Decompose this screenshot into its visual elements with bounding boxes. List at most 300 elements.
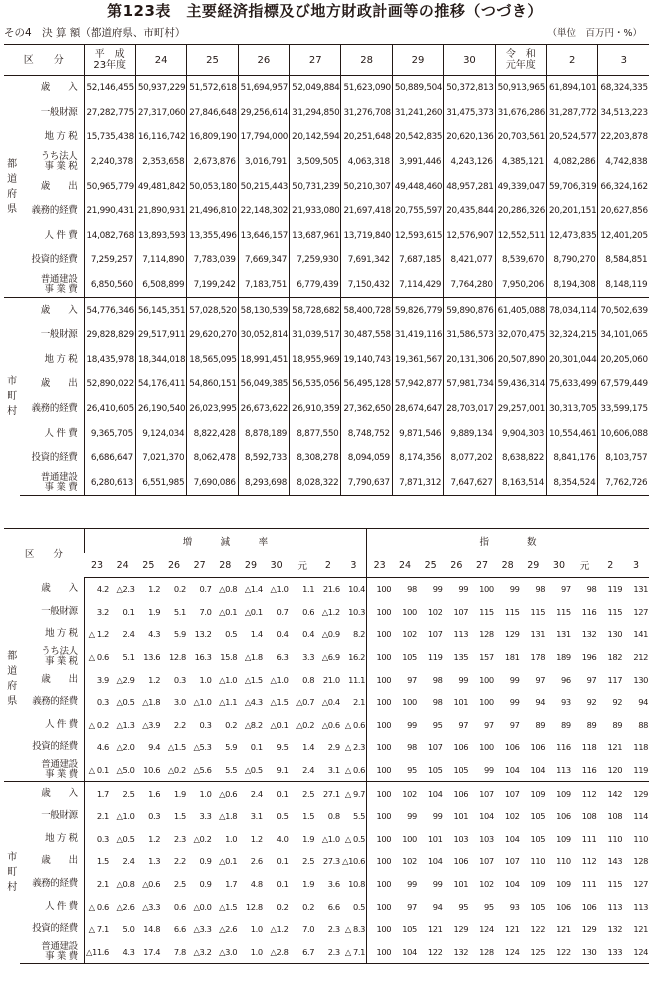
rate-cell: 9.4 bbox=[148, 742, 161, 753]
header-year: 28 bbox=[495, 553, 521, 578]
index-cell: 98 bbox=[407, 584, 417, 595]
index-cell: 100 bbox=[367, 895, 393, 918]
value-cell: 10,606,088 bbox=[598, 421, 649, 446]
rate-cell: △8.2 bbox=[244, 719, 263, 730]
index-cell: 131 bbox=[556, 629, 571, 640]
table-row bbox=[4, 895, 649, 918]
value-cell: 78,034,114 bbox=[547, 298, 598, 323]
rate-cell: △6.9 bbox=[321, 652, 340, 663]
index-cell: 100 bbox=[367, 759, 393, 782]
rate-cell: △0.7 bbox=[296, 697, 315, 708]
header-year: 25 bbox=[187, 45, 238, 76]
index-cell: 100 bbox=[479, 697, 494, 708]
rate-cell: △1.0 bbox=[219, 674, 238, 685]
index-cell: 114 bbox=[633, 811, 648, 822]
index-cell: 99 bbox=[509, 674, 520, 685]
header-year: 2 bbox=[597, 553, 623, 578]
rate-cell: △ 7.1 bbox=[341, 941, 367, 964]
value-cell: 6,280,613 bbox=[84, 471, 135, 496]
value-cell: 7,259,930 bbox=[290, 248, 341, 273]
rate-cell: △1.0 bbox=[270, 584, 289, 595]
value-cell: 8,421,077 bbox=[444, 248, 495, 273]
rate-cell: 6.6 bbox=[327, 901, 340, 912]
index-cell: 109 bbox=[530, 879, 546, 890]
group-label: 市 町 村 bbox=[4, 298, 20, 496]
value-cell: 58,130,539 bbox=[238, 298, 289, 323]
row-label: 人 件 費 bbox=[44, 229, 78, 241]
index-cell: 107 bbox=[504, 856, 520, 867]
index-cell: 99 bbox=[458, 674, 469, 685]
rate-cell: 10.4 bbox=[348, 584, 366, 595]
rate-cell: △5.6 bbox=[193, 765, 212, 776]
row-label: 地 方 税 bbox=[44, 353, 78, 365]
header-year: 令 和 元年度 bbox=[495, 45, 546, 76]
rate-cell: 1.9 bbox=[302, 833, 315, 844]
rate-cell: △0.6 bbox=[212, 782, 238, 805]
index-cell: 121 bbox=[504, 924, 520, 935]
value-cell: 8,077,202 bbox=[444, 446, 495, 471]
value-cell: 75,633,499 bbox=[547, 372, 598, 397]
index-cell: 116 bbox=[581, 765, 597, 776]
rate-cell: 0.6 bbox=[173, 901, 186, 912]
rate-cell: 1.5 bbox=[84, 850, 110, 873]
index-cell: 110 bbox=[633, 833, 648, 844]
rate-cell: △0.2 bbox=[193, 833, 212, 844]
rate-cell: △1.5 bbox=[270, 697, 289, 708]
index-cell: 105 bbox=[530, 901, 546, 912]
table-row bbox=[4, 759, 649, 782]
value-cell: 6,508,899 bbox=[135, 273, 186, 298]
table-row bbox=[4, 623, 649, 646]
index-cell: 100 bbox=[479, 584, 494, 595]
rate-cell: △1.5 bbox=[219, 901, 238, 912]
value-cell: 9,124,034 bbox=[135, 421, 186, 446]
rate-cell: 0.1 bbox=[276, 879, 289, 890]
index-cell: 97 bbox=[561, 584, 571, 595]
table-row bbox=[4, 174, 649, 199]
value-cell: 8,841,176 bbox=[547, 446, 598, 471]
rate-cell: △5.3 bbox=[193, 742, 212, 753]
index-cell: 143 bbox=[607, 856, 623, 867]
value-cell: 8,103,757 bbox=[598, 446, 649, 471]
index-cell: 128 bbox=[633, 856, 648, 867]
header-year: 24 bbox=[392, 553, 418, 578]
table-row bbox=[4, 150, 649, 175]
rate-cell: △ 9.7 bbox=[341, 782, 367, 805]
rate-cell: 1.2 bbox=[148, 584, 161, 595]
row-label: 歳 入 bbox=[20, 298, 84, 323]
rate-cell: △0.6 bbox=[321, 719, 340, 730]
value-cell: 20,142,594 bbox=[290, 125, 341, 150]
value-cell: 4,385,121 bbox=[495, 150, 546, 175]
value-cell: 7,183,751 bbox=[238, 273, 289, 298]
value-cell: 20,703,561 bbox=[495, 125, 546, 150]
index-cell: 129 bbox=[453, 924, 469, 935]
index-cell: 100 bbox=[402, 697, 417, 708]
index-cell: 110 bbox=[556, 856, 571, 867]
index-cell: 109 bbox=[556, 833, 571, 844]
index-cell: 115 bbox=[607, 606, 623, 617]
header-year: 24 bbox=[135, 45, 186, 76]
rate-cell: 4.8 bbox=[250, 879, 263, 890]
index-cell: 181 bbox=[504, 652, 520, 663]
index-cell: 127 bbox=[633, 879, 648, 890]
row-label: 歳 出 bbox=[40, 378, 78, 390]
value-cell: 12,576,907 bbox=[444, 224, 495, 249]
index-cell: 99 bbox=[407, 719, 417, 730]
rate-cell: △5.0 bbox=[116, 765, 135, 776]
rate-cell: △1.8 bbox=[244, 652, 263, 663]
value-cell: 7,150,432 bbox=[341, 273, 392, 298]
table-row bbox=[4, 782, 649, 805]
value-cell: 20,524,577 bbox=[547, 125, 598, 150]
rate-cell: 2.1 bbox=[84, 873, 110, 896]
index-cell: 130 bbox=[572, 941, 598, 964]
value-cell: 7,669,347 bbox=[238, 248, 289, 273]
rate-cell: △2.0 bbox=[116, 742, 135, 753]
subtitle: その4 決 算 額（都道府県、市町村） bbox=[4, 27, 186, 39]
row-label: 一般財源 bbox=[41, 605, 78, 617]
rate-cell: △1.2 bbox=[321, 606, 340, 617]
rate-cell: 1.5 bbox=[302, 811, 315, 822]
rate-cell: 2.5 bbox=[302, 856, 315, 867]
value-cell: 30,052,814 bbox=[238, 323, 289, 348]
index-cell: 98 bbox=[407, 742, 417, 753]
rate-cell: 16.3 bbox=[194, 652, 212, 663]
rate-cell: 1.2 bbox=[250, 833, 263, 844]
index-cell: 99 bbox=[432, 584, 443, 595]
rate-cell: 2.5 bbox=[110, 782, 136, 805]
change-rate-index-table bbox=[4, 528, 649, 964]
rate-cell: 16.2 bbox=[348, 652, 366, 663]
table-row bbox=[4, 199, 649, 224]
index-cell: 92 bbox=[612, 697, 623, 708]
header-year: 25 bbox=[418, 553, 444, 578]
rate-cell: 0.8 bbox=[302, 674, 315, 685]
row-label: 義務的経費 bbox=[31, 403, 78, 415]
header-rate: 増 減 率 bbox=[84, 529, 366, 554]
rate-cell: 3.6 bbox=[327, 879, 340, 890]
header-row-years bbox=[4, 553, 649, 578]
value-cell: 16,116,742 bbox=[135, 125, 186, 150]
index-cell: 100 bbox=[367, 578, 393, 601]
group-label: 都 道 府 県 bbox=[7, 158, 17, 215]
row-label: 普通建設 事 業 費 bbox=[20, 941, 84, 964]
index-cell: 107 bbox=[495, 782, 521, 805]
index-cell: 130 bbox=[633, 674, 648, 685]
table-row bbox=[4, 125, 649, 150]
table-row bbox=[4, 601, 649, 624]
header-year: 元 bbox=[572, 553, 598, 578]
rate-cell: △ 0.6 bbox=[344, 719, 366, 730]
value-cell: 59,436,314 bbox=[495, 372, 546, 397]
index-cell: 102 bbox=[504, 811, 520, 822]
index-cell: 106 bbox=[453, 742, 469, 753]
rate-cell: 1.7 bbox=[225, 879, 238, 890]
value-cell: 32,070,475 bbox=[495, 323, 546, 348]
rate-cell: 2.1 bbox=[84, 805, 110, 828]
rate-cell: 2.3 bbox=[315, 941, 341, 964]
value-cell: 8,194,308 bbox=[547, 273, 598, 298]
index-cell: 100 bbox=[367, 601, 393, 624]
header-kubun: 区 分 bbox=[4, 529, 84, 578]
rate-cell: 0.4 bbox=[302, 629, 315, 640]
header-year: 29 bbox=[520, 553, 546, 578]
index-cell: 115 bbox=[504, 606, 520, 617]
index-cell: 107 bbox=[469, 782, 495, 805]
header-year: 29 bbox=[238, 553, 264, 578]
table-row bbox=[4, 941, 649, 964]
page-title: 第123表 主要経済指標及び地方財政計画等の推移（つづき） bbox=[107, 2, 543, 20]
value-cell: 2,673,876 bbox=[187, 150, 238, 175]
index-cell: 115 bbox=[556, 606, 571, 617]
header-year: 2 bbox=[315, 553, 341, 578]
value-cell: 13,719,840 bbox=[341, 224, 392, 249]
index-cell: 130 bbox=[607, 629, 623, 640]
value-cell: 30,487,558 bbox=[341, 323, 392, 348]
index-cell: 135 bbox=[453, 652, 469, 663]
rate-cell: △3.0 bbox=[212, 941, 238, 964]
index-cell: 100 bbox=[367, 850, 393, 873]
index-cell: 98 bbox=[432, 697, 443, 708]
index-cell: 100 bbox=[367, 691, 393, 714]
rate-cell: △3.2 bbox=[187, 941, 213, 964]
row-label: 義務的経費 bbox=[31, 205, 78, 217]
rate-cell: 3.0 bbox=[173, 697, 186, 708]
rate-cell: △1.4 bbox=[244, 584, 263, 595]
index-cell: 100 bbox=[367, 736, 393, 759]
rate-cell: 1.1 bbox=[302, 584, 315, 595]
rate-cell: 0.1 bbox=[264, 782, 290, 805]
value-cell: 67,579,449 bbox=[598, 372, 649, 397]
index-cell: 132 bbox=[444, 941, 470, 964]
rate-cell: 5.5 bbox=[353, 811, 366, 822]
value-cell: 12,473,835 bbox=[547, 224, 598, 249]
value-cell: 8,094,059 bbox=[341, 446, 392, 471]
index-cell: 119 bbox=[633, 765, 648, 776]
index-cell: 102 bbox=[402, 629, 417, 640]
value-cell: 27,317,060 bbox=[135, 101, 186, 126]
index-cell: 100 bbox=[367, 646, 393, 669]
row-label: 歳 入 bbox=[20, 782, 84, 805]
value-cell: 27,282,775 bbox=[84, 101, 135, 126]
rate-cell: 3.1 bbox=[250, 811, 263, 822]
value-cell: 12,552,511 bbox=[495, 224, 546, 249]
rate-cell: 10.6 bbox=[143, 765, 161, 776]
value-cell: 7,114,429 bbox=[392, 273, 443, 298]
index-cell: 128 bbox=[469, 941, 495, 964]
rate-cell: △2.6 bbox=[116, 901, 135, 912]
value-cell: 8,308,278 bbox=[290, 446, 341, 471]
rate-cell: 4.6 bbox=[84, 736, 110, 759]
index-cell: 104 bbox=[392, 941, 418, 964]
value-cell: 50,210,307 bbox=[341, 174, 392, 199]
value-cell: 16,809,190 bbox=[187, 125, 238, 150]
row-label: 投資的経費 bbox=[32, 923, 78, 935]
rate-cell: 0.6 bbox=[302, 606, 315, 617]
rate-cell: △1.3 bbox=[116, 719, 135, 730]
value-cell: 8,293,698 bbox=[238, 471, 289, 496]
index-cell: 99 bbox=[509, 584, 520, 595]
rate-cell: 0.9 bbox=[199, 856, 212, 867]
rate-cell: △2.8 bbox=[264, 941, 290, 964]
row-label: 歳 入 bbox=[41, 583, 78, 595]
index-cell: 99 bbox=[484, 765, 494, 776]
table-row bbox=[4, 918, 649, 941]
rate-cell: 1.3 bbox=[148, 856, 161, 867]
row-label: 一般財源 bbox=[40, 329, 78, 341]
index-cell: 88 bbox=[638, 719, 648, 730]
index-cell: 99 bbox=[509, 697, 520, 708]
index-cell: 124 bbox=[623, 941, 649, 964]
rate-cell: △0.6 bbox=[142, 879, 161, 890]
index-cell: 120 bbox=[607, 765, 623, 776]
index-cell: 95 bbox=[407, 765, 417, 776]
rate-cell: 5.1 bbox=[122, 652, 135, 663]
rate-cell: 4.3 bbox=[148, 629, 161, 640]
table-row bbox=[4, 578, 649, 601]
index-cell: 116 bbox=[581, 606, 597, 617]
table-row bbox=[4, 248, 649, 273]
rate-cell: 1.5 bbox=[173, 811, 186, 822]
index-cell: 107 bbox=[427, 629, 443, 640]
index-cell: 108 bbox=[607, 811, 623, 822]
header-year: 30 bbox=[546, 553, 572, 578]
index-cell: 109 bbox=[556, 879, 571, 890]
value-cell: 2,240,378 bbox=[84, 150, 135, 175]
index-cell: 118 bbox=[581, 742, 597, 753]
value-cell: 20,205,060 bbox=[598, 348, 649, 373]
value-cell: 8,877,550 bbox=[290, 421, 341, 446]
value-cell: 18,565,095 bbox=[187, 348, 238, 373]
rate-cell: 3.3 bbox=[302, 652, 315, 663]
rate-cell: △1.8 bbox=[142, 697, 161, 708]
rate-cell: △0.5 bbox=[244, 765, 263, 776]
rate-cell: △4.3 bbox=[244, 697, 263, 708]
value-cell: 8,539,670 bbox=[495, 248, 546, 273]
value-cell: 7,790,637 bbox=[341, 471, 392, 496]
value-cell: 54,176,411 bbox=[135, 372, 186, 397]
rate-cell: 3.1 bbox=[327, 765, 340, 776]
index-cell: 98 bbox=[432, 674, 443, 685]
value-cell: 31,676,286 bbox=[495, 101, 546, 126]
index-cell: 106 bbox=[530, 742, 546, 753]
index-cell: 99 bbox=[432, 879, 443, 890]
row-label: 地 方 税 bbox=[45, 628, 78, 640]
index-cell: 119 bbox=[427, 652, 443, 663]
rate-cell: 0.2 bbox=[302, 901, 315, 912]
value-cell: 4,082,286 bbox=[547, 150, 598, 175]
value-cell: 20,131,306 bbox=[444, 348, 495, 373]
rate-cell: △10.6 bbox=[342, 856, 366, 867]
rate-cell: 0.5 bbox=[276, 811, 289, 822]
table-row bbox=[4, 828, 649, 851]
value-cell: 6,551,985 bbox=[135, 471, 186, 496]
value-cell: 13,355,496 bbox=[187, 224, 238, 249]
rate-cell: △0.1 bbox=[244, 606, 263, 617]
value-cell: 22,203,878 bbox=[598, 125, 649, 150]
row-label: 普通建設 事 業 費 bbox=[40, 274, 78, 296]
value-cell: 7,691,342 bbox=[341, 248, 392, 273]
value-cell: 32,324,215 bbox=[547, 323, 598, 348]
index-cell: 97 bbox=[407, 901, 417, 912]
index-cell: 104 bbox=[530, 765, 546, 776]
index-cell: 100 bbox=[367, 714, 393, 737]
rate-cell: 7.0 bbox=[199, 606, 212, 617]
index-cell: 189 bbox=[556, 652, 571, 663]
index-cell: 99 bbox=[407, 879, 417, 890]
rate-cell: △11.6 bbox=[84, 941, 110, 964]
value-cell: 13,646,157 bbox=[238, 224, 289, 249]
rate-cell: △0.0 bbox=[193, 901, 212, 912]
table-row bbox=[4, 397, 649, 422]
index-cell: 102 bbox=[479, 879, 494, 890]
value-cell: 51,694,957 bbox=[238, 76, 289, 101]
value-cell: 31,419,116 bbox=[392, 323, 443, 348]
value-cell: 21,890,931 bbox=[135, 199, 186, 224]
rate-cell: 1.7 bbox=[84, 782, 110, 805]
rate-cell: 9.5 bbox=[276, 742, 289, 753]
value-cell: 19,361,567 bbox=[392, 348, 443, 373]
rate-cell: 5.1 bbox=[173, 606, 186, 617]
value-cell: 56,495,128 bbox=[341, 372, 392, 397]
rate-cell: 2.4 bbox=[238, 782, 264, 805]
value-cell: 31,276,708 bbox=[341, 101, 392, 126]
value-cell: 61,894,101 bbox=[547, 76, 598, 101]
value-cell: 4,742,838 bbox=[598, 150, 649, 175]
value-cell: 8,638,822 bbox=[495, 446, 546, 471]
rate-cell: 2.6 bbox=[250, 856, 263, 867]
rate-cell: 13.6 bbox=[143, 652, 161, 663]
rate-cell: △2.3 bbox=[116, 584, 135, 595]
value-cell: 29,620,270 bbox=[187, 323, 238, 348]
value-cell: 18,991,451 bbox=[238, 348, 289, 373]
rate-cell: 2.2 bbox=[173, 719, 186, 730]
rate-cell: 6.6 bbox=[173, 924, 186, 935]
value-cell: 58,728,682 bbox=[290, 298, 341, 323]
header-kubun: 区 分 bbox=[4, 45, 84, 76]
table-row bbox=[4, 873, 649, 896]
index-cell: 212 bbox=[633, 652, 648, 663]
value-cell: 29,256,614 bbox=[238, 101, 289, 126]
index-cell: 142 bbox=[597, 782, 623, 805]
rate-cell: 14.8 bbox=[143, 924, 161, 935]
rate-cell: △2.9 bbox=[116, 674, 135, 685]
rate-cell: 1.4 bbox=[302, 742, 315, 753]
table-row bbox=[4, 76, 649, 101]
table-row bbox=[4, 224, 649, 249]
value-cell: 52,146,455 bbox=[84, 76, 135, 101]
header-year: 28 bbox=[341, 45, 392, 76]
index-cell: 107 bbox=[479, 856, 494, 867]
index-cell: 112 bbox=[572, 782, 598, 805]
header-year: 27 bbox=[469, 553, 495, 578]
rate-cell: 0.1 bbox=[122, 606, 135, 617]
value-cell: 51,572,618 bbox=[187, 76, 238, 101]
table-row bbox=[4, 736, 649, 759]
value-cell: 59,826,779 bbox=[392, 298, 443, 323]
value-cell: 6,686,647 bbox=[84, 446, 135, 471]
table-row bbox=[4, 273, 649, 298]
value-cell: 7,647,627 bbox=[444, 471, 495, 496]
rate-cell: 2.9 bbox=[327, 742, 340, 753]
value-cell: 20,286,326 bbox=[495, 199, 546, 224]
index-cell: 97 bbox=[407, 674, 417, 685]
index-cell: 115 bbox=[479, 606, 494, 617]
header-year: 30 bbox=[444, 45, 495, 76]
rate-cell: △0.1 bbox=[219, 606, 238, 617]
rate-cell: △1.0 bbox=[116, 811, 135, 822]
